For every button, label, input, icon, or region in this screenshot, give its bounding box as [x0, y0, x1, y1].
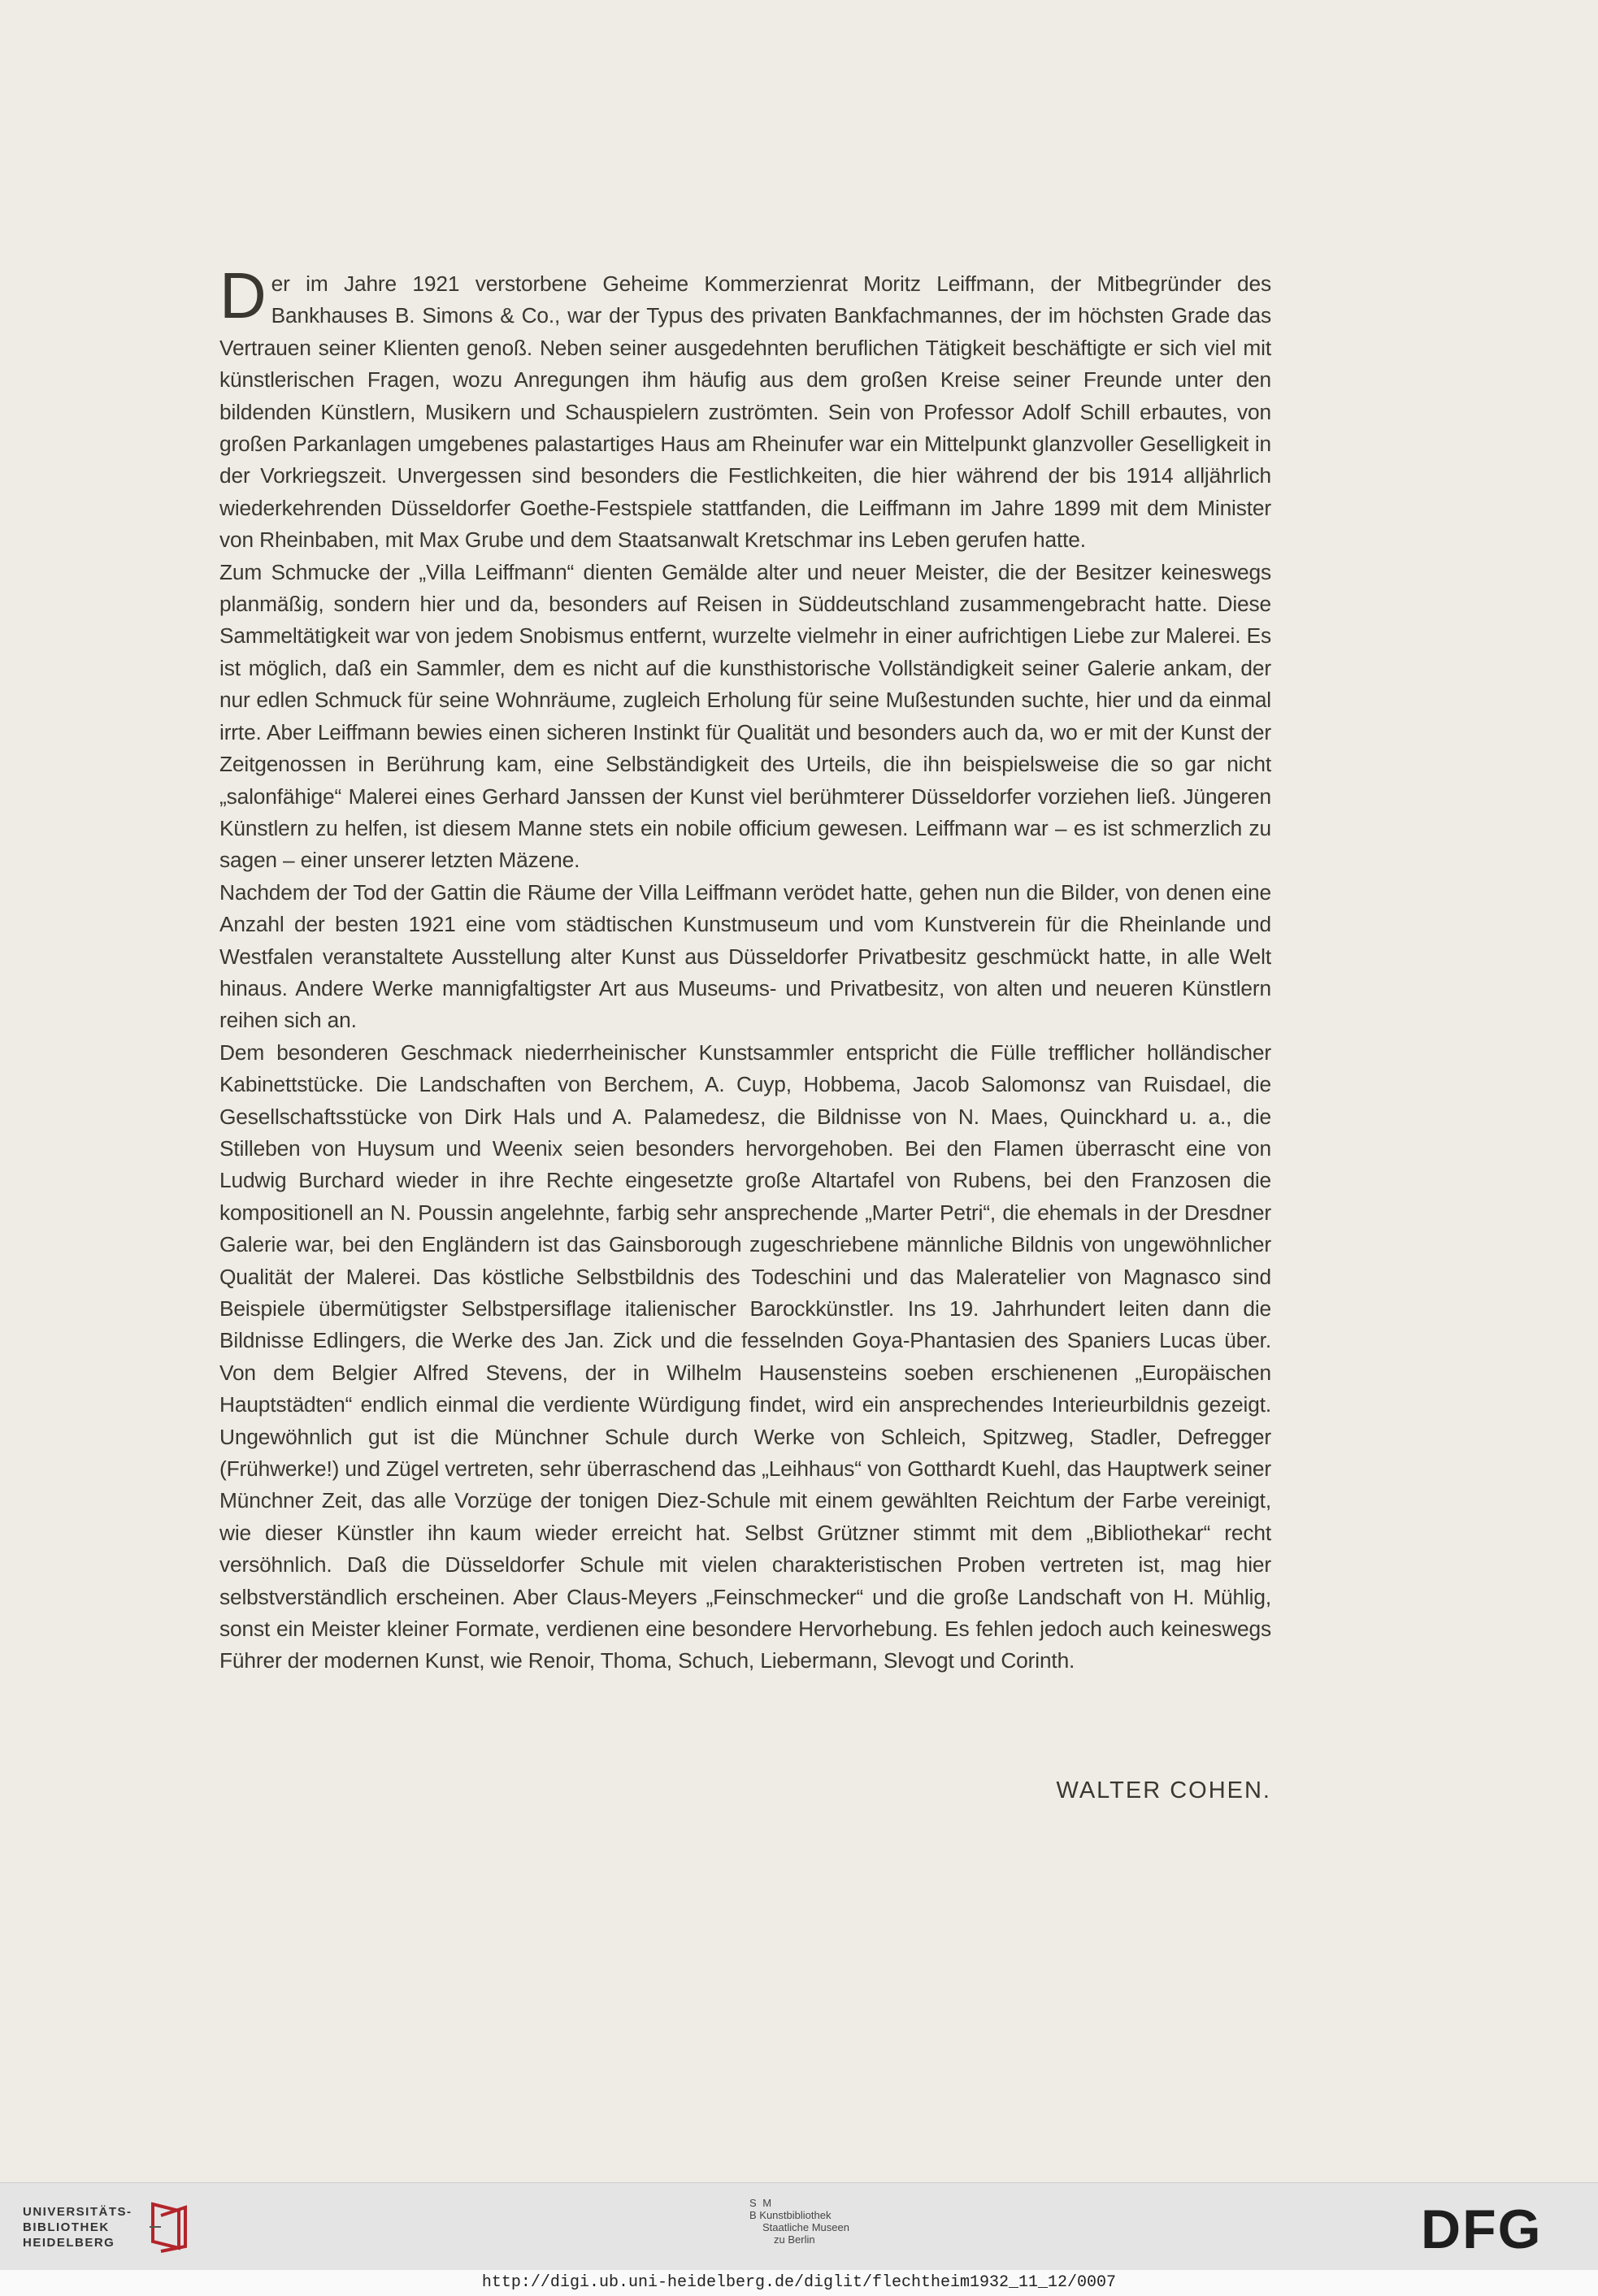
permalink-url[interactable]: http://digi.ub.uni-heidelberg.de/diglit/flechtheim1932_11_12/0007	[0, 2270, 1598, 2296]
stamp-line-1: B Kunstbibliothek	[749, 2209, 832, 2221]
stamp-sm: S M	[749, 2197, 774, 2209]
ub-logo-line-3: HEIDELBERG	[23, 2236, 115, 2250]
ub-heidelberg-logo[interactable]	[23, 2204, 145, 2250]
article-body	[219, 259, 1271, 1678]
paragraph-2: Zum Schmucke der „Villa Leiffmann“ dienten Gemälde alter und neuer Meister, die der Besitzer keineswegs planmäßig, sondern hier und da, besonders auf Reisen in Süddeutschland zusammengebracht hatte. Diese Sammeltätigkeit war von jedem Snobismus entfernt, wurzelte vielmehr in einer aufrichtigen Liebe zur Malerei. Es ist möglich, daß ein Sammler, dem es nicht auf die kunsthistorische Vollständigkeit seiner Galerie ankam, der nur edlen Schmuck für seine Wohnräume, zugleich Erholung für seine Mußestunden suchte, hier und da einmal irrte. Aber Leiffmann bewies einen sicheren Instinkt für Qualität und besonders auch da, wo er mit der Kunst der Zeitgenossen in Berührung kam, eine Selbständigkeit des Urteils, die ihn beispielsweise die so gar nicht „salonfähige“ Malerei eines Gerhard Janssen der Kunst viel berühmterer Düsseldorfer vorziehen ließ. Jüngeren Künstlern zu helfen, ist diesem Manne stets ein nobile officium gewesen. Leiffmann war – es ist schmerzlich zu sagen – einer unserer letzten Mäzene.	[219, 559, 1271, 873]
library-stamp	[749, 2197, 928, 2246]
stamp-line-2: Staatliche Museen	[762, 2221, 849, 2233]
author-signature: WALTER COHEN.	[1056, 1777, 1271, 1803]
ub-logo-line-2: BIBLIOTHEK	[23, 2220, 110, 2234]
stamp-line-3: zu Berlin	[774, 2233, 815, 2246]
ub-heidelberg-mark-icon	[146, 2199, 193, 2255]
drop-cap: D	[219, 259, 267, 332]
paragraph-4: Dem besonderen Geschmack niederrheinischer Kunstsammler entspricht die Fülle trefflicher holländischer Kabinettstücke. Die Landschaften von Berchem, A. Cuyp, Hobbema, Jacob Salomonsz van Ruisdael, die Gesellschaftsstücke von Dirk Hals und A. Palamedesz, die Bildnisse von N. Maes, Quinckhard u. a., die Stilleben von Huysum und Weenix seien besonders hervorgehoben. Bei den Flamen überrascht eine von Ludwig Burchard wieder in ihre Rechte eingesetzte große Altartafel von Rubens, bei den Franzosen die kompositionell an N. Poussin angelehnte, farbig sehr ansprechende „Marter Petri“, die ehemals in der Dresdner Galerie war, bei den Engländern ist das Gainsborough zugeschriebene männliche Bildnis von ungewöhnlicher Qualität der Malerei. Das köstliche Selbstbildnis des Todeschini und das Maleratelier von Magnasco sind Beispiele übermütigster Selbstpersiflage italienischer Barockkünstler. Ins 19. Jahrhundert leiten dann die Bildnisse Edlingers, die Werke des Jan. Zick und die fesselnden Goya-Phantasien des Spaniers Lucas über. Von dem Belgier Alfred Stevens, der in Wilhelm Hausensteins soeben erschienenen „Europäischen Hauptstädten“ endlich einmal die verdiente Würdigung findet, wird ein ansprechendes Interieurbildnis gezeigt. Ungewöhnlich gut ist die Münchner Schule durch Werke von Schleich, Spitzweg, Stadler, Defregger (Frühwerke!) und Zügel vertreten, sehr überraschend das „Leihhaus“ von Gotthardt Kuehl, das Hauptwerk seiner Münchner Zeit, das alle Vorzüge der tonigen Diez-Schule mit einem gewählten Reichtum der Farbe vereinigt, wie dieser Künstler ihn kaum wieder erreicht hat. Selbst Grützner stimmt mit dem „Bibliothekar“ recht versöhnlich. Daß die Düsseldorfer Schule mit vielen charakteristischen Proben vertreten ist, mag hier selbstverständlich erscheinen. Aber Claus-Meyers „Feinschmecker“ und die große Landschaft von H. Mühlig, sonst ein Meister kleiner Formate, verdienen eine besondere Hervorhebung. Es fehlen jedoch auch keineswegs Führer der modernen Kunst, wie Renoir, Thoma, Schuch, Liebermann, Slevogt und Corinth.	[219, 1039, 1271, 1673]
paragraph-1-text: er im Jahre 1921 verstorbene Geheime Kommerzienrat Moritz Leiffmann, der Mitbegründer des Bankhauses B. Simons & Co., war der Typus des privaten Bankfachmannes, der im höchsten Grade das Vertrauen seiner Klienten genoß. Neben seiner ausgedehnten beruflichen Tätigkeit beschäftigte er sich viel mit künstlerischen Fragen, wozu Anregungen ihm häufig aus dem großen Kreise seiner Freunde unter den bildenden Künstlern, Musikern und Schauspielern zuströmten. Sein von Professor Adolf Schill erbautes, von großen Parkanlagen umgebenes palastartiges Haus am Rheinufer war ein Mittelpunkt glanzvoller Geselligkeit in der Vorkriegszeit. Unvergessen sind besonders die Festlichkeiten, die hier während der bis 1914 alljährlich wiederkehrenden Düsseldorfer Goethe-Festspiele stattfanden, die Leiffmann im Jahre 1899 mit dem Minister von Rheinbaben, mit Max Grube und dem Staatsanwalt Kretschmar ins Leben gerufen hatte.	[219, 271, 1271, 553]
paragraph-3: Nachdem der Tod der Gattin die Räume der Villa Leiffmann verödet hatte, gehen nun die Bilder, von denen eine Anzahl der besten 1921 eine vom städtischen Kunstmuseum und vom Kunstverein für die Rheinlande und Westfalen veranstaltete Ausstellung alter Kunst aus Düsseldorfer Privatbesitz geschmückt hatte, in alle Welt hinaus. Andere Werke mannigfaltigster Art aus Museums- und Privatbesitz, von alten und neueren Künstlern reihen sich an.	[219, 879, 1271, 1033]
dfg-logo[interactable]: DFG	[1421, 2198, 1543, 2260]
paragraph-1	[219, 259, 1271, 557]
ub-logo-line-1: UNIVERSITÄTS-	[23, 2205, 132, 2219]
